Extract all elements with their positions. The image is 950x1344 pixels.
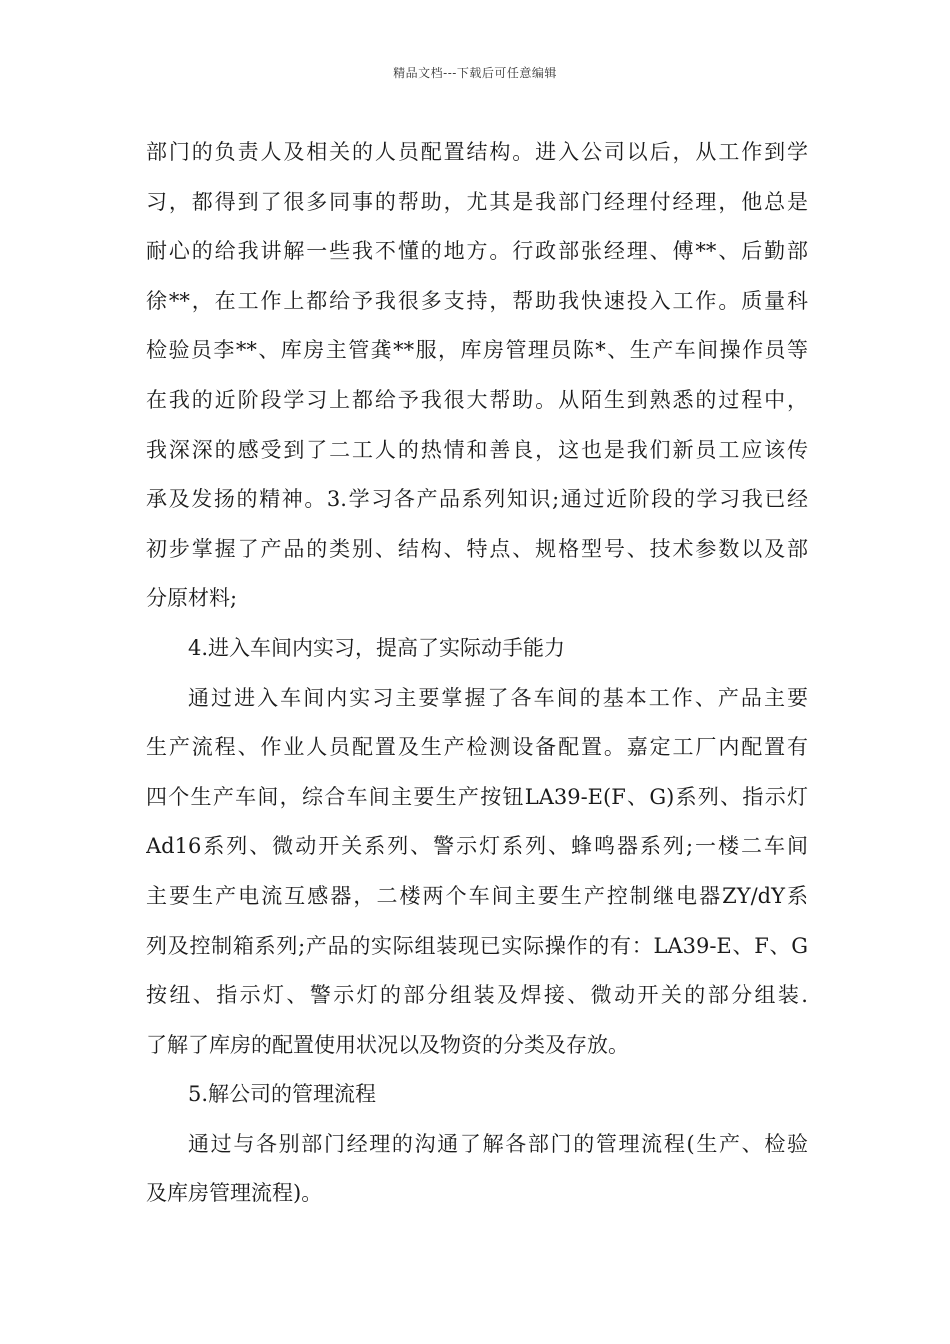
text-line: 生产流程、作业人员配置及生产检测设备配置。嘉定工厂内配置有: [146, 735, 808, 760]
text-line: 主要生产电流互感器，二楼两个车间主要生产控制继电器ZY/dY系: [146, 883, 808, 908]
text-line: 通过进入车间内实习主要掌握了各车间的基本工作、产品主要: [188, 685, 808, 710]
text-line: 按纽、指示灯、警示灯的部分组装及焊接、微动开关的部分组装.: [146, 983, 808, 1008]
text-line: 我深深的感受到了二工人的热情和善良，这也是我们新员工应该传: [146, 437, 808, 462]
text-line: 及库房管理流程)。: [146, 1181, 323, 1206]
text-line: 分原材料;: [146, 586, 238, 611]
text-line: 检验员李**、库房主管龚**服，库房管理员陈*、生产车间操作员等: [146, 338, 808, 363]
page-header: 精品文档---下载后可任意编辑: [393, 66, 557, 80]
text-line: 习，都得到了很多同事的帮助，尤其是我部门经理付经理，他总是: [146, 189, 808, 214]
text-line: Ad16系列、微动开关系列、警示灯系列、蜂鸣器系列;一楼二车间: [146, 834, 808, 859]
text-line: 通过与各别部门经理的沟通了解各部门的管理流程(生产、检验: [188, 1131, 808, 1156]
text-line: 四个生产车间，综合车间主要生产按钮LA39-E(F、G)系列、指示灯: [146, 784, 808, 809]
text-line: 承及发扬的精神。3.学习各产品系列知识;通过近阶段的学习我已经: [146, 487, 808, 512]
text-line: 列及控制箱系列;产品的实际组装现已实际操作的有：LA39-E、F、G: [146, 933, 808, 958]
section-heading: 5.解公司的管理流程: [188, 1082, 377, 1107]
text-line: 耐心的给我讲解一些我不懂的地方。行政部张经理、傅**、后勤部: [146, 239, 808, 264]
text-line: 初步掌握了产品的类别、结构、特点、规格型号、技术参数以及部: [146, 536, 808, 561]
text-line: 了解了库房的配置使用状况以及物资的分类及存放。: [146, 1032, 629, 1057]
section-heading: 4.进入车间内实习，提高了实际动手能力: [188, 635, 566, 660]
document-body: [146, 128, 808, 1219]
text-line: 在我的近阶段学习上都给予我很大帮助。从陌生到熟悉的过程中，: [146, 387, 808, 412]
text-line: 部门的负责人及相关的人员配置结构。进入公司以后，从工作到学: [146, 140, 808, 164]
text-line: 徐**，在工作上都给予我很多支持，帮助我快速投入工作。质量科: [146, 288, 808, 313]
